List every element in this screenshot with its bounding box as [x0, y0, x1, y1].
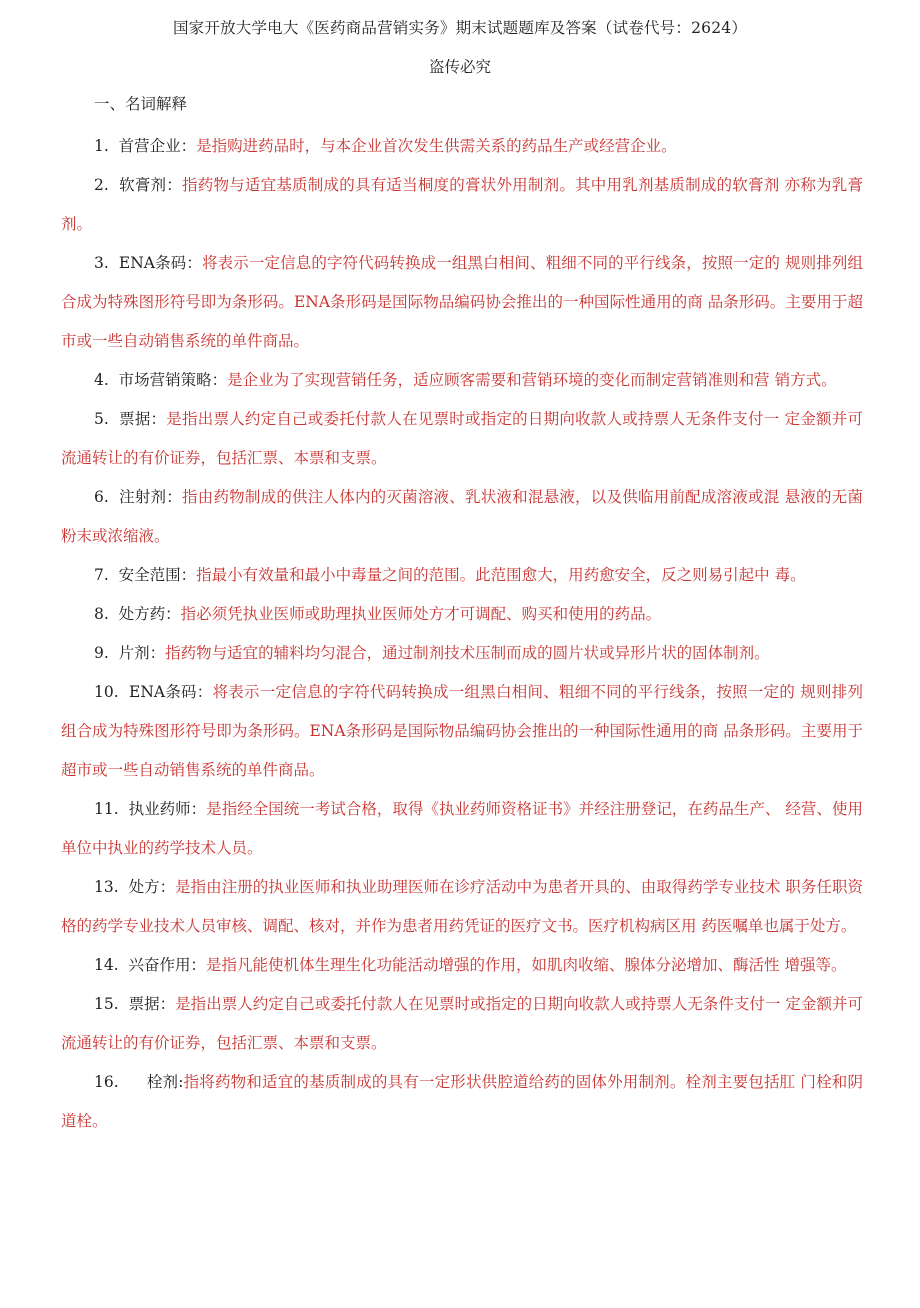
item-term: 执业药师： — [128, 800, 207, 818]
item-term: 处方： — [128, 878, 176, 896]
item-definition: 是指出票人约定自己或委托付款人在见票时或指定的日期向收款人或持票人无条件支付一 定金额并可流通转让的有价证券，包括汇票、本票和支票。 — [61, 410, 863, 467]
item-definition: 指最小有效量和最小中毒量之间的范围。此范围愈大，用药愈安全，反之则易引起中 毒。 — [196, 566, 806, 584]
item-definition: 指将药物和适宜的基质制成的具有一定形状供腔道给药的固体外用制剂。栓剂主要包括肛 门栓和阴道栓。 — [61, 1073, 863, 1130]
item-number: 10. — [94, 683, 119, 701]
item-term: 兴奋作用： — [128, 956, 207, 974]
item-term: 票据： — [128, 995, 176, 1013]
definition-item — [61, 985, 863, 1063]
item-number: 2. — [94, 176, 109, 194]
item-term: ENA条码： — [129, 683, 213, 701]
definition-item — [61, 478, 863, 556]
definition-item — [61, 400, 863, 478]
definition-item — [61, 868, 863, 946]
definition-item — [61, 946, 863, 985]
item-term: 软膏剂： — [119, 176, 182, 194]
item-term: 安全范围： — [118, 566, 197, 584]
definition-item — [61, 127, 863, 166]
item-term: 市场营销策略： — [118, 371, 228, 389]
definition-item — [61, 673, 863, 790]
item-term: 片剂： — [118, 644, 166, 662]
item-number: 7. — [94, 566, 109, 584]
item-term: ENA条码： — [118, 254, 202, 272]
item-number: 1. — [94, 137, 109, 155]
item-term: 栓剂: — [146, 1073, 184, 1091]
item-definition: 将表示一定信息的字符代码转换成一组黑白相间、粗细不同的平行线条，按照一定的 规则排列组合成为特殊图形符号即为条形码。ENA条形码是国际物品编码协会推出的一种国际性通用的商 品条形码。主要用于超市或一些自动销售系统的单件商品。 — [61, 683, 863, 779]
item-definition: 是指出票人约定自己或委托付款人在见票时或指定的日期向收款人或持票人无条件支付一 定金额并可流通转让的有价证券，包括汇票、本票和支票。 — [61, 995, 863, 1052]
section-heading: 一、名词解释 — [94, 95, 188, 113]
item-number: 11. — [94, 800, 119, 818]
item-term: 处方药： — [118, 605, 181, 623]
item-term: 注射剂： — [119, 488, 182, 506]
item-definition: 是指凡能使机体生理生化功能活动增强的作用，如肌肉收缩、腺体分泌增加、酶活性 增强等。 — [206, 956, 847, 974]
page-subtitle: 盗传必究 — [428, 58, 491, 76]
item-number: 6. — [94, 488, 109, 506]
item-number: 15. — [94, 995, 119, 1013]
item-number: 9. — [94, 644, 109, 662]
definition-item — [61, 1063, 863, 1141]
item-number: 16. — [94, 1073, 119, 1091]
definition-item — [61, 634, 863, 673]
definition-list — [61, 127, 863, 1141]
item-definition: 是指经全国统一考试合格，取得《执业药师资格证书》并经注册登记，在药品生产、 经营、使用单位中执业的药学技术人员。 — [61, 800, 863, 857]
item-definition: 是企业为了实现营销任务，适应顾客需要和营销环境的变化而制定营销准则和营 销方式。 — [227, 371, 837, 389]
definition-item — [61, 166, 863, 244]
item-definition: 是指购进药品时，与本企业首次发生供需关系的药品生产或经营企业。 — [196, 137, 677, 155]
item-term: 首营企业： — [118, 137, 197, 155]
item-number: 4. — [94, 371, 109, 389]
item-number: 8. — [94, 605, 109, 623]
definition-item — [61, 595, 863, 634]
item-number: 5. — [94, 410, 109, 428]
item-definition: 指由药物制成的供注人体内的灭菌溶液、乳状液和混悬液，以及供临用前配成溶液或混 悬液的无菌粉末或浓缩液。 — [61, 488, 863, 545]
item-definition: 是指由注册的执业医师和执业助理医师在诊疗活动中为患者开具的、由取得药学专业技术 职务任职资格的药学专业技术人员审核、调配、核对，并作为患者用药凭证的医疗文书。医疗机构病区用 药医嘱单也属于处方。 — [61, 878, 863, 935]
item-number: 14. — [94, 956, 119, 974]
item-number: 13. — [94, 878, 119, 896]
item-definition: 指药物与适宜的辅料均匀混合，通过制剂技术压制而成的圆片状或异形片状的固体制剂。 — [165, 644, 770, 662]
definition-item — [61, 244, 863, 361]
item-term: 票据： — [119, 410, 167, 428]
item-definition: 将表示一定信息的字符代码转换成一组黑白相间、粗细不同的平行线条，按照一定的 规则排列组合成为特殊图形符号即为条形码。ENA条形码是国际物品编码协会推出的一种国际性通用的商 品条形码。主要用于超市或一些自动销售系统的单件商品。 — [61, 254, 863, 350]
definition-item — [61, 556, 863, 595]
item-definition: 指必须凭执业医师或助理执业医师处方才可调配、购买和使用的药品。 — [180, 605, 662, 623]
item-number: 3. — [94, 254, 109, 272]
page-title: 国家开放大学电大《医药商品营销实务》期末试题题库及答案（试卷代号：2624） — [172, 19, 748, 37]
definition-item — [61, 361, 863, 400]
item-definition: 指药物与适宜基质制成的具有适当桐度的膏状外用制剂。其中用乳剂基质制成的软膏剂 亦称为乳膏剂。 — [61, 176, 863, 233]
definition-item — [61, 790, 863, 868]
